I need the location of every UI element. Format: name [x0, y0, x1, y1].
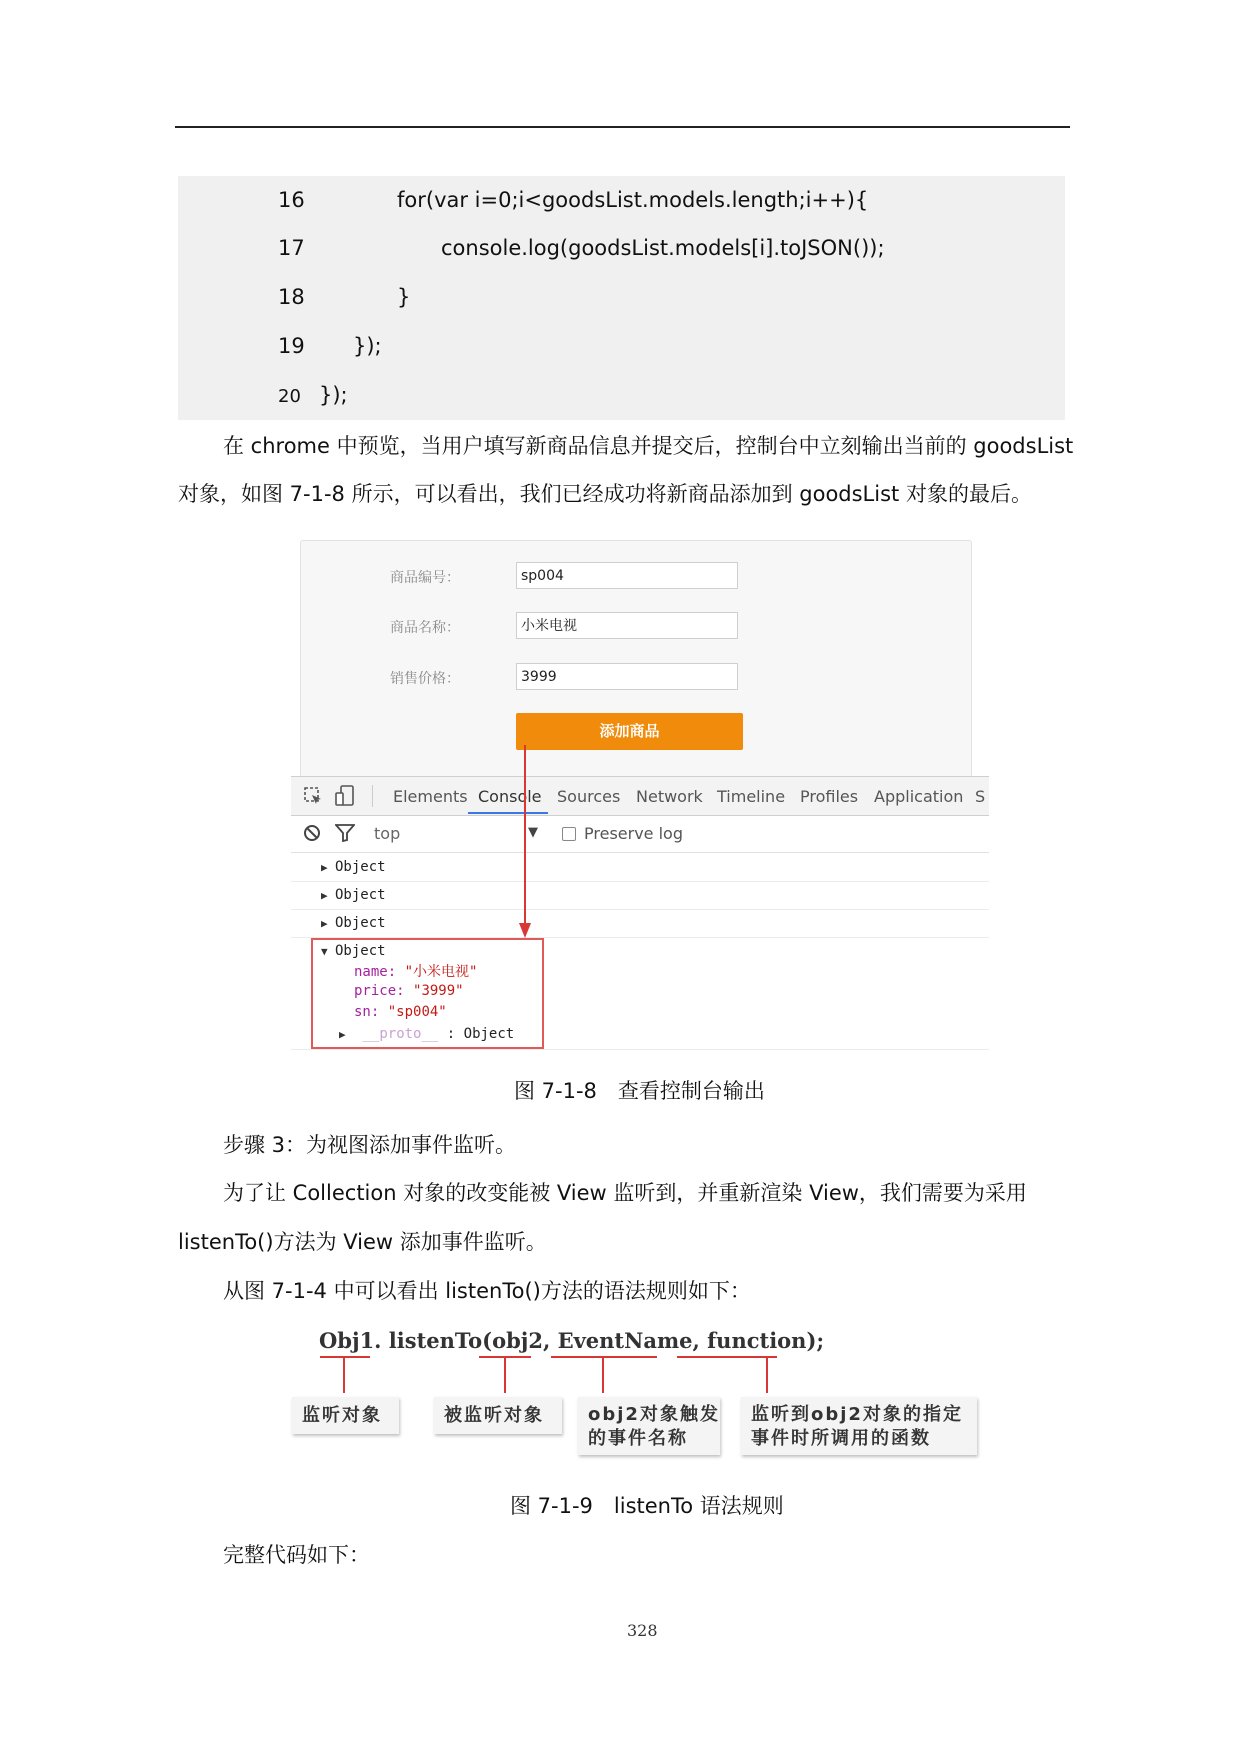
field-label: 销售价格： — [390, 671, 460, 687]
figure-caption: 图 7-1-8 查看控制台输出 — [514, 1079, 765, 1103]
console-row[interactable] — [291, 909, 989, 938]
code-line — [178, 273, 1065, 321]
syntax-box — [741, 1397, 977, 1455]
line-number: 19 — [278, 334, 305, 358]
property-value: "3999" — [413, 983, 464, 999]
page-number: 328 — [627, 1621, 658, 1640]
syntax-box — [434, 1397, 562, 1434]
code-line — [178, 371, 1065, 419]
console-row[interactable] — [291, 853, 989, 882]
tab-timeline[interactable]: Timeline — [717, 787, 786, 806]
line-number: 20 — [278, 386, 301, 407]
preserve-log-checkbox[interactable] — [562, 827, 576, 841]
property-value: "小米电视" — [404, 964, 478, 980]
filter-icon[interactable] — [335, 824, 355, 846]
paragraph: 步骤 3：为视图添加事件监听。 — [223, 1133, 517, 1157]
divider — [372, 785, 373, 807]
paragraph: 对象，如图 7-1-8 所示，可以看出，我们已经成功将新商品添加到 goodsList 对象的最后。 — [178, 482, 1032, 506]
arrow-icon — [515, 745, 535, 940]
field-label: 商品编号： — [390, 570, 460, 586]
console-object: Object — [335, 943, 386, 959]
expand-triangle-icon[interactable]: ▶ — [339, 1028, 346, 1041]
goods-price-input[interactable]: 3999 — [516, 663, 738, 690]
syntax-box — [292, 1397, 399, 1434]
line-number: 17 — [278, 236, 305, 260]
code-block — [178, 176, 1065, 420]
figure-caption: 图 7-1-9 listenTo 语法规则 — [510, 1494, 784, 1518]
field-label: 商品名称： — [390, 620, 460, 636]
box-label: 监听对象 — [302, 1405, 382, 1426]
tab-profiles[interactable]: Profiles — [800, 787, 859, 806]
property-key: price: — [354, 983, 405, 999]
code-line — [178, 322, 1065, 370]
expand-triangle-icon[interactable]: ▶ — [321, 917, 328, 930]
paragraph: 完整代码如下： — [223, 1543, 370, 1567]
box-label: 事件时所调用的函数 — [751, 1428, 931, 1449]
add-goods-button[interactable]: 添加商品 — [516, 713, 743, 750]
box-label: 的事件名称 — [588, 1428, 688, 1449]
highlight-box — [311, 938, 544, 1049]
paragraph: 在 chrome 中预览，当用户填写新商品信息并提交后，控制台中立刻输出当前的 goodsList — [223, 434, 1074, 458]
line-number: 18 — [278, 285, 305, 309]
code-line — [178, 176, 1065, 224]
tab-elements[interactable]: Elements — [393, 787, 468, 806]
preserve-log-label: Preserve log — [584, 824, 683, 843]
expand-triangle-icon[interactable]: ▶ — [321, 889, 328, 902]
paragraph: 为了让 Collection 对象的改变能被 View 监听到，并重新渲染 View，我们需要为采用 — [223, 1181, 1027, 1205]
code-text: } — [397, 285, 411, 309]
property-value: "sp004" — [387, 1004, 447, 1020]
property-key: name: — [354, 964, 397, 980]
property-value: : Object — [446, 1026, 515, 1042]
chevron-down-icon[interactable]: ▼ — [528, 825, 538, 840]
paragraph: listenTo()方法为 View 添加事件监听。 — [178, 1230, 547, 1254]
goods-sn-input[interactable]: sp004 — [516, 562, 738, 589]
line-number: 16 — [278, 188, 305, 212]
code-text: for(var i=0;i<goodsList.models.length;i++){ — [397, 188, 869, 212]
console-row[interactable] — [291, 881, 989, 910]
box-label: 被监听对象 — [444, 1405, 544, 1426]
inspect-icon[interactable] — [303, 786, 323, 810]
tab-overflow[interactable]: S — [975, 787, 986, 806]
tab-sources[interactable]: Sources — [557, 787, 621, 806]
device-toolbar-icon[interactable] — [335, 785, 355, 811]
tab-application[interactable]: Application — [874, 787, 964, 806]
tab-network[interactable]: Network — [636, 787, 703, 806]
paragraph: 从图 7-1-4 中可以看出 listenTo()方法的语法规则如下： — [223, 1279, 751, 1303]
devtools-tab-bar — [291, 777, 989, 816]
property-key: sn: — [354, 1004, 380, 1020]
active-tab-indicator — [468, 812, 548, 814]
console-object: Object — [335, 859, 386, 875]
expand-triangle-icon[interactable]: ▶ — [321, 861, 328, 874]
console-toolbar — [291, 816, 989, 853]
collapse-triangle-icon[interactable]: ▼ — [321, 945, 328, 958]
code-text: }); — [353, 334, 382, 358]
code-text: console.log(goodsList.models[i].toJSON()); — [441, 236, 885, 260]
box-label: obj2对象触发 — [588, 1404, 720, 1425]
goods-name-input[interactable]: 小米电视 — [516, 612, 738, 639]
header-rule — [175, 126, 1070, 128]
clear-console-icon[interactable] — [303, 824, 321, 846]
console-object: Object — [335, 915, 386, 931]
syntax-line: Obj1. listenTo(obj2, EventName, function); — [319, 1328, 825, 1353]
tab-console[interactable]: Console — [478, 787, 542, 806]
box-label: 监听到obj2对象的指定 — [751, 1404, 963, 1425]
console-object: Object — [335, 887, 386, 903]
code-line — [178, 224, 1065, 272]
syntax-box — [578, 1397, 720, 1455]
property-key: __proto__ — [362, 1026, 439, 1042]
context-selector[interactable]: top — [374, 824, 401, 843]
code-text: }); — [319, 383, 348, 407]
